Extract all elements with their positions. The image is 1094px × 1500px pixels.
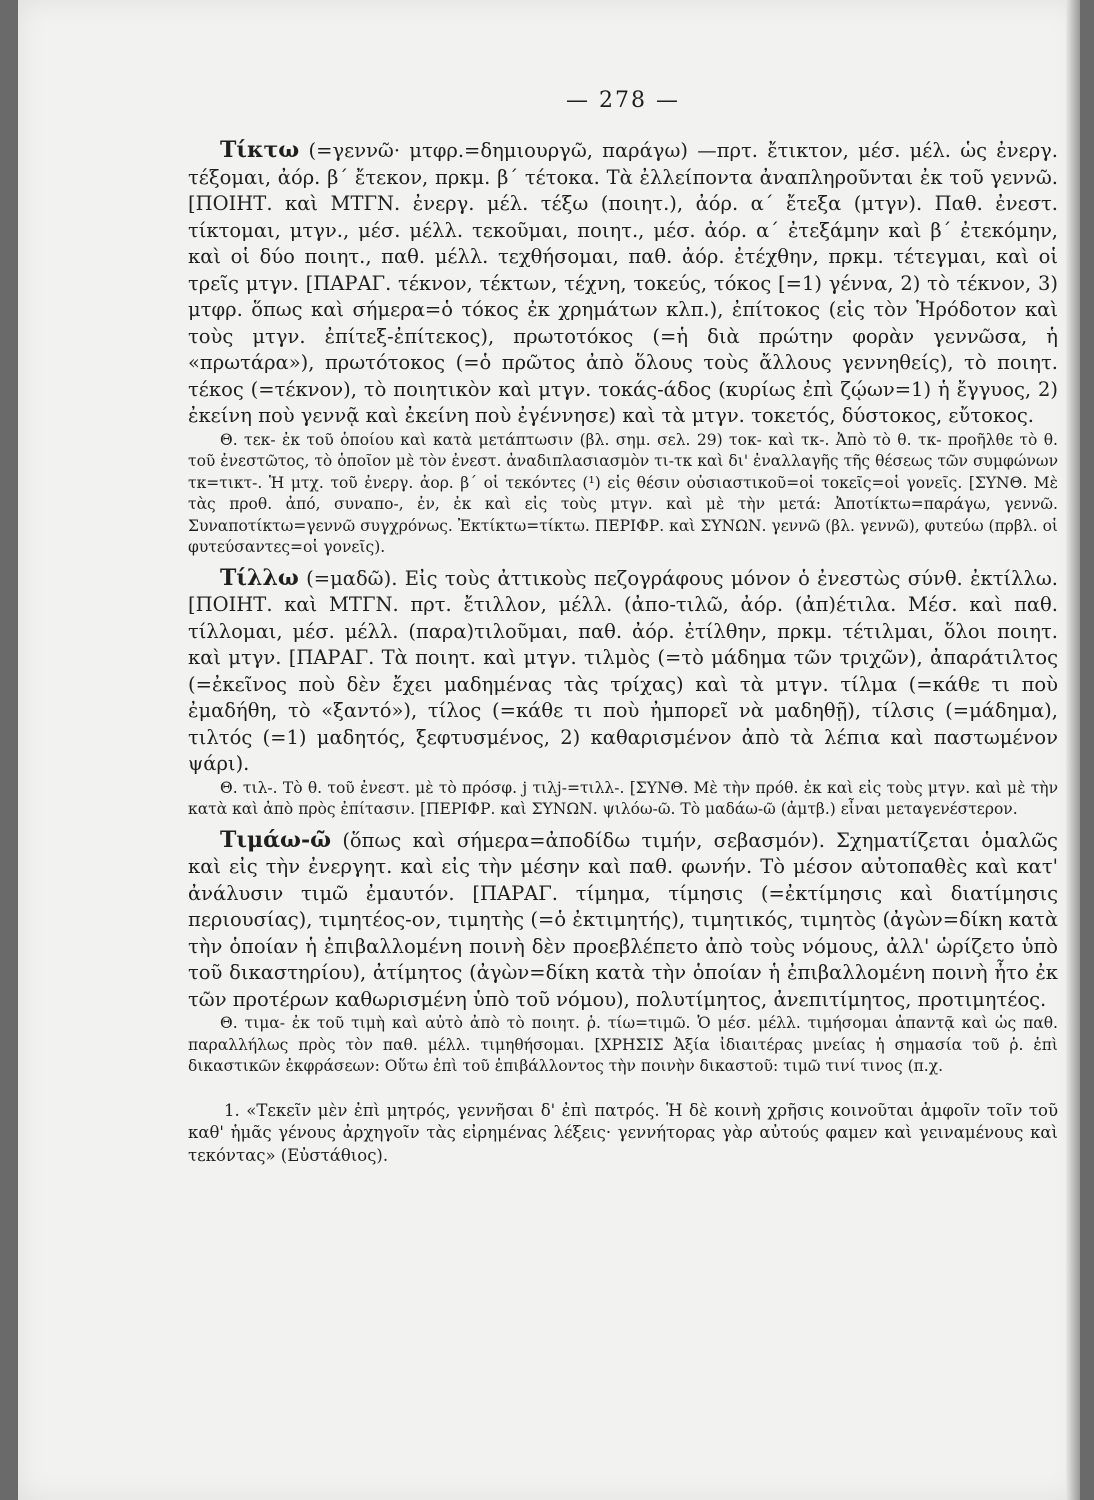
- entry-headword: Τίλλω: [220, 564, 299, 591]
- footnote-spacer: [188, 1084, 1058, 1100]
- entry-tillo: [188, 565, 1058, 778]
- entry-timao: [188, 827, 1058, 1014]
- entry-tikto: [188, 137, 1058, 430]
- entry-body: (=μαδῶ). Εἰς τοὺς ἀττικοὺς πεζογράφους μόνον ὁ ἐνεστὼς σύνθ. ἐκτίλλω. [ΠΟΙΗΤ. καὶ ΜΤΓΝ. πρτ. ἔτιλλον, μέλλ. (ἀπο-τιλῶ, ἀόρ. (ἀπ)έτιλα. Μέσ. καὶ παθ. τίλλομαι, μέσ. μέλλ. (παρα)τιλοῦμαι, παθ. ἀόρ. ἐτίλθην, πρκμ. τέτιλμαι, ὅλοι ποιητ. καὶ μτγν. [ΠΑΡΑΓ. Τὰ ποιητ. καὶ μτγν. τιλμὸς (=τὸ μάδημα τῶν τριχῶν), ἀπαράτιλτος (=ἐκεῖνος ποὺ δὲν ἔχει μαδημένας τὰς τρίχας) καὶ τὰ μτγν. τίλμα (=κάθε τι ποὺ ἐμαδήθη, τὸ «ξαντό»), τίλος (=κάθε τι ποὺ ἠμπορεῖ νὰ μαδηθῇ), τίλσις (=μάδημα), τιλτός (=1) μαδητός, ξεφτυσμένος, 2) καθαρισμένον ἀπὸ τὰ λέπια καὶ παστωμένον ψάρι).: [188, 566, 1058, 775]
- entry-note: Θ. τιλ-. Τὸ θ. τοῦ ἐνεστ. μὲ τὸ πρόσφ. j τιλj-=τιλλ-. [ΣΥΝΘ. Μὲ τὴν πρόθ. ἐκ καὶ εἰς τοὺς μτγν. καὶ μὲ τὴν κατὰ καὶ ἀπὸ πρὸς ἐπίτασιν. [ΠΕΡΙΦΡ. καὶ ΣΥΝΩΝ. ψιλόω-ῶ. Τὸ μαδάω-ῶ (ἀμτβ.) εἶναι μεταγενέστερον.: [188, 778, 1058, 818]
- footnote: 1. «Τεκεῖν μὲν ἐπὶ μητρός, γεννῆσαι δ' ἐπὶ πατρός. Ἡ δὲ κοινὴ χρῆσις κοινοῦται ἀμφοῖν τοῖν τοῦ καθ' ἡμᾶς γένους ἀρχηγοῖν τὰς εἰρημένας λέξεις· γεννήτορας γὰρ αὐτούς φαμεν καὶ γειναμένους καὶ τεκόντας» (Εὐστάθιος).: [188, 1100, 1058, 1165]
- page-edge: [1066, 0, 1080, 1500]
- entry-body: (ὅπως καὶ σήμερα=ἀποδίδω τιμήν, σεβασμόν). Σχηματίζεται ὁμαλῶς καὶ εἰς τὴν ἐνεργητ. καὶ εἰς τὴν μέσην καὶ παθ. φωνήν. Τὸ μέσον αὐτοπαθὲς καὶ κατ' ἀνάλυσιν τιμῶ ἐμαυτόν. [ΠΑΡΑΓ. τίμημα, τίμησις (=ἐκτίμησις καὶ διατίμησις περιουσίας), τιμητέος-ον, τιμητὴς (=ὁ ἐκτιμητής), τιμητικός, τιμητὸς (ἀγὼν=δίκη κατὰ τὴν ὁποίαν ἡ ἐπιβαλλομένη ποινὴ δὲν προεβλέπετο ἀπὸ τοὺς νόμους, ἀλλ' ὡρίζετο ὑπὸ τοῦ δικαστηρίου), ἀτίμητος (ἀγὼν=δίκη κατὰ τὴν ὁποίαν ἡ ἐπιβαλλομένη ποινὴ ἦτο ἐκ τῶν προτέρων καθωρισμένη ὑπὸ τοῦ νόμου), πολυτίμητος, ἀνεπιτίμητος, προτιμητέος.: [188, 828, 1058, 1011]
- entry-body: (=γεννῶ· μτφρ.=δημιουργῶ, παράγω) —πρτ. ἔτικτον, μέσ. μέλ. ὡς ἐνεργ. τέξομαι, ἀόρ. β΄ ἔτεκον, πρκμ. β΄ τέτοκα. Τὰ ἐλλείποντα ἀναπληροῦνται ἐκ τοῦ γεννῶ. [ΠΟΙΗΤ. καὶ ΜΤΓΝ. ἐνεργ. μέλ. τέξω (ποιητ.), ἀόρ. α΄ ἔτεξα (μτγν). Παθ. ἐνεστ. τίκτομαι, μτγν., μέσ. μέλλ. τεκοῦμαι, ποιητ., μέσ. ἀόρ. α΄ ἐτεξάμην καὶ β΄ ἐτεκόμην, καὶ οἱ δύο ποιητ., παθ. μέλλ. τεχθήσομαι, παθ. ἀόρ. ἐτέχθην, πρκμ. τέτεγμαι, καὶ οἱ τρεῖς μτγν. [ΠΑΡΑΓ. τέκνον, τέκτων, τέχνη, τοκεύς, τόκος [=1) γέννα, 2) τὸ τέκνον, 3) μτφρ. ὅπως καὶ σήμερα=ὁ τόκος ἐκ χρημάτων κλπ.), ἐπίτοκος (εἰς τὸν Ἡρόδοτον καὶ τοὺς μτγν. ἐπίτεξ-ἐπίτεκος), πρωτοτόκος (=ἡ διὰ πρώτην φορὰν γεννῶσα, ἡ «πρωτάρα»), πρωτότοκος (=ὁ πρῶτος ἀπὸ ὅλους τοὺς ἄλλους γεννηθείς), τὸ ποιητ. τέκος (=τέκνον), τὸ ποιητικὸν καὶ μτγν. τοκάς-άδος (κυρίως ἐπὶ ζῴων=1) ἡ ἔγγυος, 2) ἐκείνη ποὺ γεννᾷ καὶ ἐκείνη ποὺ ἐγέννησε) καὶ τὰ μτγν. τοκετός, δύστοκος, εὔτοκος.: [188, 139, 1059, 427]
- entry-note: Θ. τεκ- ἐκ τοῦ ὁποίου καὶ κατὰ μετάπτωσιν (βλ. σημ. σελ. 29) τοκ- καὶ τκ-. Ἀπὸ τὸ θ. τκ- προῆλθε τὸ θ. τοῦ ἐνεστῶτος, τὸ ὁποῖον μὲ τὸν ἐνεστ. ἀναδιπλασιασμὸν τι-τκ καὶ δι' ἐναλλαγῆς τῆς θέσεως τῶν συμφώνων τκ=τικτ-. Ἡ μτχ. τοῦ ἐνεργ. ἀορ. β΄ οἱ τεκόντες (¹) εἰς θέσιν οὐσιαστικοῦ=οἱ τοκεῖς=οἱ γονεῖς. [ΣΥΝΘ. Μὲ τὰς προθ. ἀπό, συναπο-, ἐν, ἐκ καὶ εἰς τοὺς μτγν. καὶ μὲ τὴν μετά: Ἀποτίκτω=παράγω, γεννῶ. Συναποτίκτω=γεννῶ συγχρόνως. Ἐκτίκτω=τίκτω. ΠΕΡΙΦΡ. καὶ ΣΥΝΩΝ. γεννῶ (βλ. γεννῶ), φυτεύω (πρβλ. οἱ φυτεύσαντες=οἱ γονεῖς).: [188, 430, 1058, 556]
- entry-note: Θ. τιμα- ἐκ τοῦ τιμὴ καὶ αὐτὸ ἀπὸ τὸ ποιητ. ῥ. τίω=τιμῶ. Ὁ μέσ. μέλλ. τιμήσομαι ἀπαντᾷ καὶ ὡς παθ. παραλλήλως πρὸς τὸν παθ. μέλλ. τιμηθήσομαι. [ΧΡΗΣΙΣ Ἀξία ἰδιαιτέρας μνείας ἡ σημασία τοῦ ῥ. ἐπὶ δικαστικῶν ἐκφράσεων: Οὕτω ἐπὶ τοῦ ἐπιβάλλοντος τὴν ποινὴν δικαστοῦ: τιμῶ τινί τινος (π.χ.: [188, 1014, 1058, 1075]
- page-number: — 278 —: [566, 88, 680, 113]
- entry-headword: Τίκτω: [220, 137, 300, 163]
- page-content: [188, 88, 1058, 1167]
- book-page: [18, 0, 1080, 1500]
- entry-headword: Τιμάω-ῶ: [220, 826, 332, 853]
